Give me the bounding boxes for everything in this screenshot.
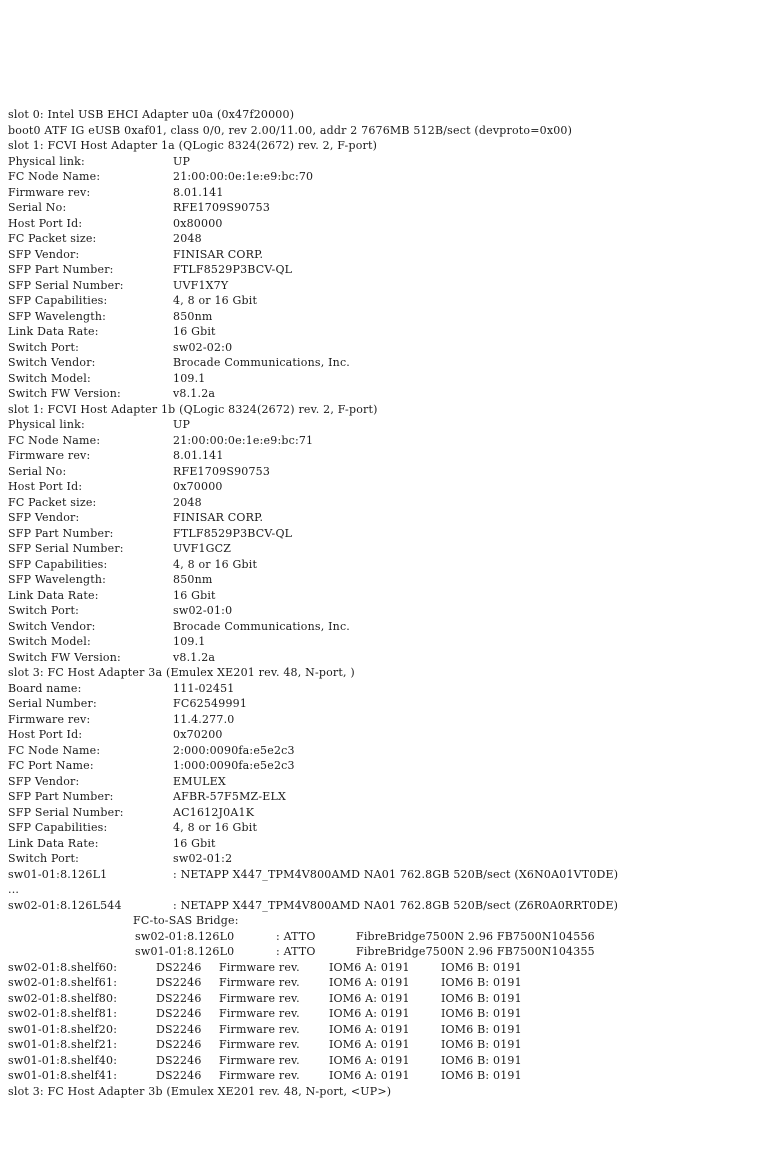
prop-row xyxy=(8,324,758,340)
shelf-fw: Firmware rev. xyxy=(219,991,300,1005)
prop-value: 850nm xyxy=(173,573,213,586)
shelf-row xyxy=(8,1053,758,1069)
prop-row xyxy=(8,216,758,232)
prop-key: SFP Vendor: xyxy=(8,247,80,261)
disk-row-last xyxy=(8,898,758,914)
prop-row xyxy=(8,293,758,309)
prop-key: FC Port Name: xyxy=(8,759,94,772)
shelf-iom-b: IOM6 B: 0191 xyxy=(441,1053,522,1067)
adapter-1a-title: slot 1: FCVI Host Adapter 1a (QLogic 8324(2672) rev. 2, F-port) xyxy=(8,139,378,152)
shelf-row xyxy=(8,1006,758,1022)
terminal-output xyxy=(8,107,758,1099)
prop-key: FC Node Name: xyxy=(8,743,101,757)
prop-key: SFP Capabilities: xyxy=(8,821,108,834)
prop-value: UP xyxy=(173,154,191,168)
prop-value: 16 Gbit xyxy=(173,325,216,338)
shelf-fw: Firmware rev. xyxy=(219,1053,300,1067)
shelf-row xyxy=(8,1068,758,1084)
prop-value: UVF1GCZ xyxy=(173,542,232,555)
prop-key: Firmware rev: xyxy=(8,185,91,199)
prop-value: 21:00:00:0e:1e:e9:bc:70 xyxy=(173,170,314,183)
prop-key: Switch FW Version: xyxy=(8,387,121,400)
shelf-model: DS2246 xyxy=(156,1053,202,1067)
prop-key: Board name: xyxy=(8,681,82,695)
prop-row xyxy=(8,789,758,805)
shelf-model: DS2246 xyxy=(156,1069,202,1082)
prop-row xyxy=(8,712,758,728)
shelf-iom-a: IOM6 A: 0191 xyxy=(329,991,410,1005)
prop-row xyxy=(8,309,758,325)
prop-value: FC62549991 xyxy=(173,697,248,710)
prop-value: 21:00:00:0e:1e:e9:bc:71 xyxy=(173,433,314,447)
prop-key: Switch Port: xyxy=(8,604,79,617)
footer-line-adapter-3b: slot 3: FC Host Adapter 3b (Emulex XE201 rev. 48, N-port, <UP>) xyxy=(8,1084,392,1098)
shelf-list xyxy=(8,960,758,1084)
prop-row xyxy=(8,340,758,356)
prop-key: Serial No: xyxy=(8,201,67,214)
prop-row xyxy=(8,603,758,619)
prop-row xyxy=(8,820,758,836)
prop-row xyxy=(8,510,758,526)
prop-key: Firmware rev: xyxy=(8,449,91,462)
adapter-3a-title: slot 3: FC Host Adapter 3a (Emulex XE201 rev. 48, N-port, ) xyxy=(8,666,355,679)
prop-key: Host Port Id: xyxy=(8,216,83,230)
prop-value: 8.01.141 xyxy=(173,449,224,462)
prop-row xyxy=(8,727,758,743)
prop-key: Switch Port: xyxy=(8,852,79,865)
shelf-fw: Firmware rev. xyxy=(219,1007,300,1020)
prop-row xyxy=(8,541,758,557)
shelf-row xyxy=(8,960,758,976)
prop-value: sw02-02:0 xyxy=(173,340,233,354)
prop-key: Link Data Rate: xyxy=(8,588,99,602)
prop-value: 8.01.141 xyxy=(173,185,224,199)
bridge-vendor: : ATTO xyxy=(276,945,316,958)
prop-key: Switch Vendor: xyxy=(8,619,96,633)
shelf-row xyxy=(8,1022,758,1038)
prop-key: Firmware rev: xyxy=(8,712,91,726)
shelf-fw: Firmware rev. xyxy=(219,1069,300,1082)
prop-value: FTLF8529P3BCV-QL xyxy=(173,526,293,540)
disk-name: sw02-01:8.126L544 xyxy=(8,898,122,912)
prop-row xyxy=(8,464,758,480)
prop-row xyxy=(8,355,758,371)
shelf-iom-a: IOM6 A: 0191 xyxy=(329,1053,410,1067)
shelf-iom-a: IOM6 A: 0191 xyxy=(329,976,410,989)
prop-value: 2:000:0090fa:e5e2c3 xyxy=(173,743,295,757)
bridge-vendor: : ATTO xyxy=(276,929,316,943)
prop-row xyxy=(8,278,758,294)
prop-row xyxy=(8,836,758,852)
prop-value: sw02-01:0 xyxy=(173,604,233,617)
prop-key: SFP Vendor: xyxy=(8,511,80,524)
prop-key: SFP Vendor: xyxy=(8,774,80,788)
shelf-fw: Firmware rev. xyxy=(219,976,300,989)
adapter-1b-props xyxy=(8,417,758,665)
prop-value: 109.1 xyxy=(173,635,206,648)
prop-key: Switch FW Version: xyxy=(8,650,121,664)
prop-value: 16 Gbit xyxy=(173,836,216,850)
prop-row xyxy=(8,448,758,464)
shelf-name: sw02-01:8.shelf81: xyxy=(8,1007,118,1020)
prop-row xyxy=(8,433,758,449)
shelf-name: sw01-01:8.shelf41: xyxy=(8,1069,118,1082)
prop-row xyxy=(8,386,758,402)
prop-value: 0x70200 xyxy=(173,728,223,741)
prop-value: 4, 8 or 16 Gbit xyxy=(173,821,258,834)
bridge-name: sw01-01:8.126L0 xyxy=(135,945,235,958)
prop-value: AC1612J0A1K xyxy=(173,805,255,819)
shelf-name: sw02-01:8.shelf80: xyxy=(8,991,118,1005)
prop-key: SFP Wavelength: xyxy=(8,573,107,586)
prop-key: FC Node Name: xyxy=(8,170,101,183)
shelf-model: DS2246 xyxy=(156,960,202,974)
prop-row xyxy=(8,588,758,604)
bridge-row xyxy=(8,944,758,960)
header-line-boot0: boot0 ATF IG eUSB 0xaf01, class 0/0, rev 2.00/11.00, addr 2 7676MB 512B/sect (devproto=0x00) xyxy=(8,123,573,137)
shelf-model: DS2246 xyxy=(156,1007,202,1020)
prop-key: Switch Port: xyxy=(8,340,79,354)
prop-row xyxy=(8,774,758,790)
prop-key: SFP Serial Number: xyxy=(8,278,124,292)
prop-key: SFP Wavelength: xyxy=(8,309,107,323)
prop-row xyxy=(8,231,758,247)
shelf-fw: Firmware rev. xyxy=(219,960,300,974)
bridge-row xyxy=(8,929,758,945)
shelf-iom-b: IOM6 B: 0191 xyxy=(441,991,522,1005)
shelf-name: sw01-01:8.shelf20: xyxy=(8,1022,118,1036)
shelf-iom-b: IOM6 B: 0191 xyxy=(441,976,522,989)
prop-key: Switch Model: xyxy=(8,371,91,385)
prop-row xyxy=(8,200,758,216)
shelf-fw: Firmware rev. xyxy=(219,1038,300,1051)
shelf-iom-a: IOM6 A: 0191 xyxy=(329,1038,410,1051)
disk-info: : NETAPP X447_TPM4V800AMD NA01 762.8GB 520B/sect (X6N0A01VT0DE) xyxy=(173,867,619,881)
shelf-iom-a: IOM6 A: 0191 xyxy=(329,1007,410,1020)
prop-row xyxy=(8,758,758,774)
prop-row xyxy=(8,805,758,821)
prop-value: 0x80000 xyxy=(173,216,223,230)
shelf-row xyxy=(8,975,758,991)
prop-row xyxy=(8,526,758,542)
prop-key: SFP Serial Number: xyxy=(8,805,124,819)
prop-key: Switch Vendor: xyxy=(8,356,96,369)
shelf-iom-b: IOM6 B: 0191 xyxy=(441,1022,522,1036)
shelf-name: sw02-01:8.shelf61: xyxy=(8,976,118,989)
shelf-iom-b: IOM6 B: 0191 xyxy=(441,960,522,974)
prop-row xyxy=(8,262,758,278)
shelf-name: sw01-01:8.shelf21: xyxy=(8,1038,118,1051)
prop-value: 850nm xyxy=(173,309,213,323)
prop-value: UVF1X7Y xyxy=(173,278,229,292)
prop-value: sw02-01:2 xyxy=(173,852,233,865)
prop-value: 11.4.277.0 xyxy=(173,712,235,726)
prop-value: 4, 8 or 16 Gbit xyxy=(173,557,258,571)
prop-key: Physical link: xyxy=(8,418,85,431)
header-line-slot0: slot 0: Intel USB EHCI Adapter u0a (0x47f20000) xyxy=(8,108,295,121)
bridge-name: sw02-01:8.126L0 xyxy=(135,929,235,943)
bridge-info: FibreBridge7500N 2.96 FB7500N104556 xyxy=(356,929,595,943)
shelf-model: DS2246 xyxy=(156,1022,202,1036)
prop-key: Link Data Rate: xyxy=(8,325,99,338)
prop-row xyxy=(8,495,758,511)
prop-row xyxy=(8,696,758,712)
prop-row xyxy=(8,650,758,666)
shelf-iom-b: IOM6 B: 0191 xyxy=(441,1069,522,1082)
shelf-name: sw01-01:8.shelf40: xyxy=(8,1053,118,1067)
prop-row xyxy=(8,185,758,201)
prop-key: SFP Capabilities: xyxy=(8,557,108,571)
shelf-iom-a: IOM6 A: 0191 xyxy=(329,1022,410,1036)
prop-value: 2048 xyxy=(173,232,202,245)
prop-key: Host Port Id: xyxy=(8,728,83,741)
adapter-3a-props xyxy=(8,681,758,867)
shelf-row xyxy=(8,991,758,1007)
disk-row-first xyxy=(8,867,758,883)
prop-value: 111-02451 xyxy=(173,681,235,695)
shelf-model: DS2246 xyxy=(156,991,202,1005)
prop-key: FC Packet size: xyxy=(8,495,97,509)
adapter-1a-props xyxy=(8,154,758,402)
shelf-iom-b: IOM6 B: 0191 xyxy=(441,1007,522,1020)
prop-value: UP xyxy=(173,418,191,431)
shelf-model: DS2246 xyxy=(156,1038,202,1051)
prop-value: 16 Gbit xyxy=(173,588,216,602)
shelf-name: sw02-01:8.shelf60: xyxy=(8,960,118,974)
prop-row xyxy=(8,479,758,495)
disk-ellipsis: ... xyxy=(8,883,20,896)
prop-key: Serial No: xyxy=(8,464,67,478)
prop-value: 0x70000 xyxy=(173,480,223,493)
prop-row xyxy=(8,557,758,573)
prop-row xyxy=(8,851,758,867)
prop-value: FINISAR CORP. xyxy=(173,511,264,524)
prop-value: EMULEX xyxy=(173,774,226,788)
prop-value: 1:000:0090fa:e5e2c3 xyxy=(173,759,295,772)
bridge-info: FibreBridge7500N 2.96 FB7500N104355 xyxy=(356,945,595,958)
prop-value: 109.1 xyxy=(173,371,206,385)
disk-info: : NETAPP X447_TPM4V800AMD NA01 762.8GB 520B/sect (Z6R0A0RRT0DE) xyxy=(173,898,619,912)
prop-value: 2048 xyxy=(173,495,202,509)
prop-key: SFP Capabilities: xyxy=(8,294,108,307)
bridge-label: FC-to-SAS Bridge: xyxy=(133,914,239,927)
prop-key: Serial Number: xyxy=(8,697,97,710)
prop-key: Switch Model: xyxy=(8,635,91,648)
prop-value: 4, 8 or 16 Gbit xyxy=(173,294,258,307)
prop-row xyxy=(8,681,758,697)
shelf-row xyxy=(8,1037,758,1053)
prop-value: FTLF8529P3BCV-QL xyxy=(173,263,293,276)
prop-row xyxy=(8,619,758,635)
prop-key: Host Port Id: xyxy=(8,480,83,493)
prop-row xyxy=(8,169,758,185)
shelf-fw: Firmware rev. xyxy=(219,1022,300,1036)
prop-key: SFP Part Number: xyxy=(8,263,114,276)
prop-key: FC Packet size: xyxy=(8,232,97,245)
prop-key: SFP Serial Number: xyxy=(8,542,124,555)
prop-row xyxy=(8,417,758,433)
prop-value: FINISAR CORP. xyxy=(173,247,264,261)
prop-value: Brocade Communications, Inc. xyxy=(173,356,351,369)
prop-row xyxy=(8,247,758,263)
prop-row xyxy=(8,154,758,170)
prop-value: v8.1.2a xyxy=(173,650,216,664)
prop-row xyxy=(8,743,758,759)
prop-value: RFE1709S90753 xyxy=(173,464,271,478)
shelf-iom-a: IOM6 A: 0191 xyxy=(329,960,410,974)
prop-key: SFP Part Number: xyxy=(8,790,114,803)
prop-key: Link Data Rate: xyxy=(8,836,99,850)
prop-row xyxy=(8,572,758,588)
prop-value: AFBR-57F5MZ-ELX xyxy=(173,790,287,803)
disk-name: sw01-01:8.126L1 xyxy=(8,867,108,881)
prop-row xyxy=(8,371,758,387)
prop-value: Brocade Communications, Inc. xyxy=(173,619,351,633)
shelf-iom-b: IOM6 B: 0191 xyxy=(441,1038,522,1051)
prop-key: FC Node Name: xyxy=(8,433,101,447)
prop-row xyxy=(8,634,758,650)
adapter-1b-title: slot 1: FCVI Host Adapter 1b (QLogic 8324(2672) rev. 2, F-port) xyxy=(8,402,378,416)
prop-value: v8.1.2a xyxy=(173,387,216,400)
shelf-iom-a: IOM6 A: 0191 xyxy=(329,1069,410,1082)
prop-key: SFP Part Number: xyxy=(8,526,114,540)
prop-key: Physical link: xyxy=(8,154,85,168)
prop-value: RFE1709S90753 xyxy=(173,201,271,214)
shelf-model: DS2246 xyxy=(156,976,202,989)
